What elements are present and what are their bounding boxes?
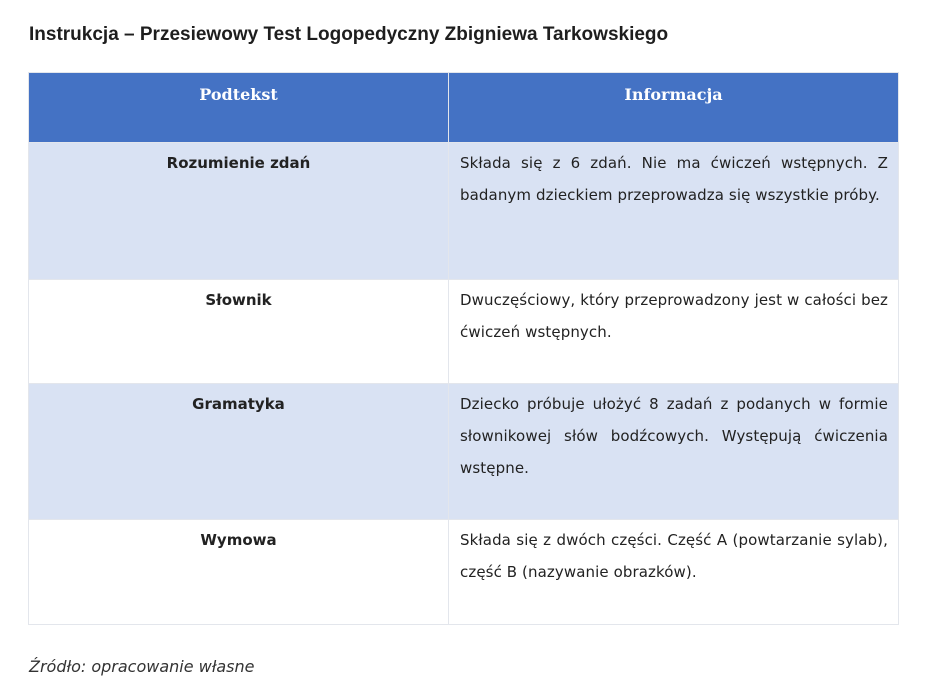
subtest-name-cell: Rozumienie zdań (29, 143, 449, 280)
column-header-subtest: Podtekst (29, 73, 449, 143)
table-row (29, 143, 899, 280)
subtest-info-cell: Dziecko próbuje ułożyć 8 zadań z podanych w formie słownikowej słów bodźcowych. Występują ćwiczenia wstępne. (449, 384, 899, 520)
subtest-info-table (28, 72, 899, 625)
table-row (29, 384, 899, 520)
column-header-information: Informacja (449, 73, 899, 143)
subtest-info-cell: Składa się z dwóch części. Część A (powtarzanie sylab), część B (nazywanie obrazków). (449, 520, 899, 625)
table-row (29, 280, 899, 384)
subtest-name-cell: Słownik (29, 280, 449, 384)
source-caption: Źródło: opracowanie własne (29, 657, 255, 676)
subtest-info-cell: Dwuczęściowy, który przeprowadzony jest w całości bez ćwiczeń wstępnych. (449, 280, 899, 384)
table-header-row (29, 73, 899, 143)
subtest-info-cell: Składa się z 6 zdań. Nie ma ćwiczeń wstępnych. Z badanym dzieckiem przeprowadza się wszystkie próby. (449, 143, 899, 280)
subtest-name-cell: Gramatyka (29, 384, 449, 520)
table-row (29, 520, 899, 625)
subtest-name-cell: Wymowa (29, 520, 449, 625)
document-title: Instrukcja – Przesiewowy Test Logopedyczny Zbigniewa Tarkowskiego (29, 24, 669, 45)
